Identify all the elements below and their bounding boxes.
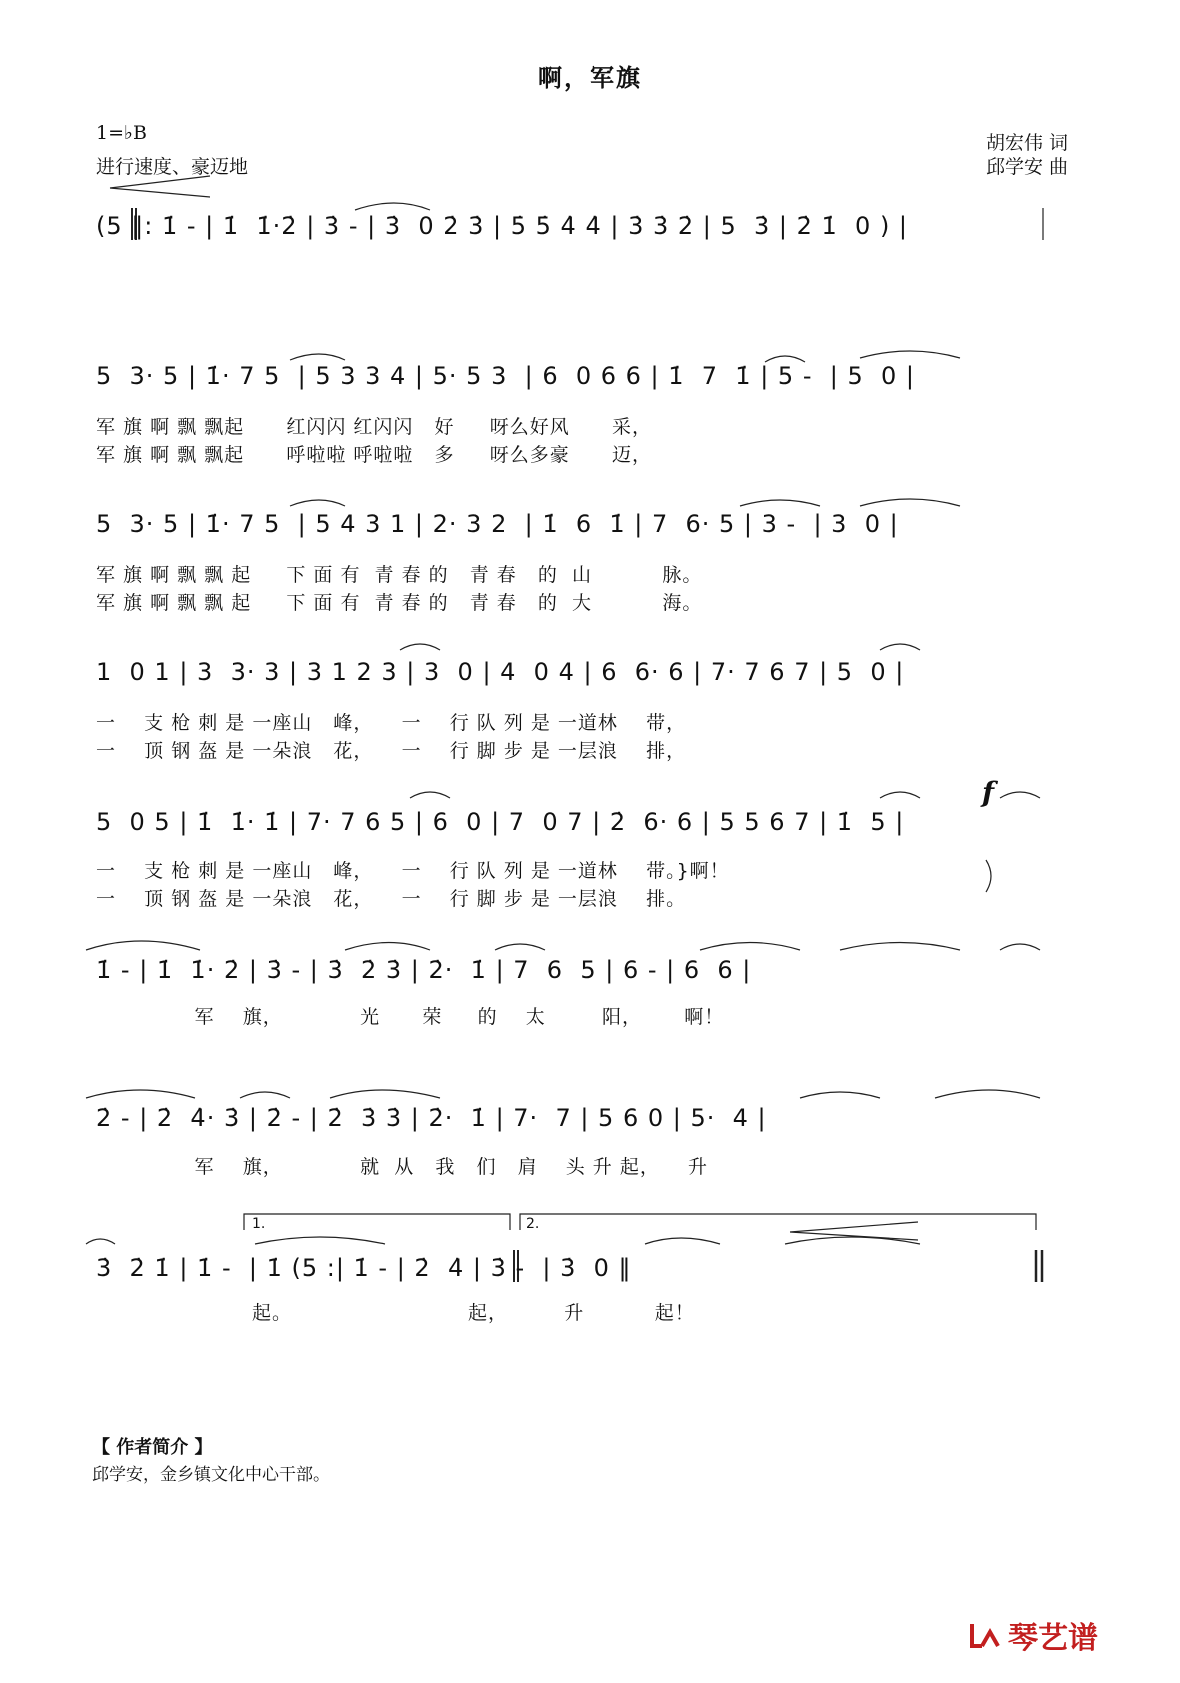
- lyric-row-7: 军 旗， 就 从 我 们 肩 头 升 起， 升: [96, 1156, 708, 1178]
- brand-mark-icon: [968, 1618, 1002, 1652]
- lyric-row-4-verse-1: 一 支 枪 刺 是 一座山 峰， 一 行 队 列 是 一道林 带，: [96, 712, 687, 734]
- lyric-row-2-verse-2: 军 旗 啊 飘 飘起 呼啦啦 呼啦啦 多 呀么多豪 迈，: [96, 444, 652, 466]
- notation-row-4: 1 0 1 | 3 3· 3 | 3 1 2 3 | 3 0 | 4 0 4 | 6 6· 6 | 7· 7 6 7 | 5 0 |: [96, 658, 905, 686]
- volta-1-label: 1.: [252, 1216, 266, 1232]
- bio-text: 邱学安，金乡镇文化中心干部。: [92, 1465, 330, 1485]
- crescendo-hairpin-2: [790, 1222, 918, 1240]
- volta-2-label: 2.: [526, 1216, 540, 1232]
- notation-row-3: 5 3· 5 | 1̇· 7 5 | 5 4 3 1 | 2· 3 2 | 1̇ 6 1̇ | 7 6· 5 | 3 - | 3 0 |: [96, 510, 899, 538]
- lyric-row-6: 军 旗， 光 荣 的 太 阳， 啊！: [96, 1006, 725, 1028]
- lyric-row-3-verse-2: 军 旗 啊 飘 飘 起 下 面 有 青 春 的 青 春 的 大 海。: [96, 592, 703, 614]
- page-title: 啊，军旗: [538, 63, 642, 92]
- notation-row-7: 2̇ - | 2̇ 4̇· 3̇ | 2̇ - | 2̇ 3̇ 3̇ | 2̇· 1̇ | 7· 7 | 5 6 0 | 5· 4 |: [96, 1104, 767, 1132]
- tempo-marking: 进行速度、豪迈地: [96, 156, 249, 178]
- notation-row-1: (5 ‖: 1̇ - | 1̇ 1̇·2̇ | 3̇ - | 3̇ 0 2̇ 3̇ | 5̇ 5̇ 4̇ 4̇ | 3̇ 3̇ 2̇ | 5 3̇ | 2̇ 1̇ 0 ) |: [96, 212, 909, 240]
- notation-row-2: 5 3· 5 | 1̇· 7 5 | 5 3 3 4 | 5· 5 3 | 6 0 6 6 | 1̇ 7 1̇ | 5 - | 5 0 |: [96, 362, 915, 390]
- lyric-row-2-verse-1: 军 旗 啊 飘 飘起 红闪闪 红闪闪 好 呀么好风 采，: [96, 416, 652, 438]
- key-signature: 1=♭B: [96, 122, 147, 144]
- bio-heading: 【 作者简介 】: [92, 1437, 213, 1458]
- lyricist-credit: 胡宏伟 词: [985, 132, 1068, 154]
- lyric-row-3-verse-1: 军 旗 啊 飘 飘 起 下 面 有 青 春 的 青 春 的 山 脉。: [96, 564, 703, 586]
- lyric-row-4-verse-2: 一 顶 钢 盔 是 一朵浪 花， 一 行 脚 步 是 一层浪 排，: [96, 740, 687, 762]
- dynamic-forte: f: [982, 776, 995, 809]
- brand-logo: [968, 1613, 1098, 1657]
- lyric-row-5-verse-2: 一 顶 钢 盔 是 一朵浪 花， 一 行 脚 步 是 一层浪 排。: [96, 888, 687, 910]
- notation-row-5: 5 0 5 | 1̇ 1̇· 1̇ | 7· 7 6 5 | 6 0 | 7 0 7 | 2̇ 6· 6 | 5 5 6 7 | 1̇ 5 |: [96, 808, 905, 836]
- composer-credit: 邱学安 曲: [985, 156, 1068, 178]
- lyric-row-8: 起。 起， 升 起！: [252, 1302, 695, 1324]
- lyric-row-5-verse-1: 一 支 枪 刺 是 一座山 峰， 一 行 队 列 是 一道林 带。}啊！: [96, 860, 730, 882]
- brand-name: 琴艺谱: [1008, 1621, 1098, 1656]
- notation-row-6: 1̇ - | 1̇ 1̇· 2̇ | 3̇ - | 3̇ 2̇ 3̇ | 2̇· 1̇ | 7 6 5 | 6 - | 6 6 |: [96, 956, 752, 984]
- notation-row-8: 3̇ 2̇ 1̇ | 1̇ - | 1̇ (5 :| 1̇ - | 2̇ 4̇ | 3̇ - | 3̇ 0 ‖: [96, 1254, 632, 1282]
- crescendo-hairpin: [110, 176, 210, 197]
